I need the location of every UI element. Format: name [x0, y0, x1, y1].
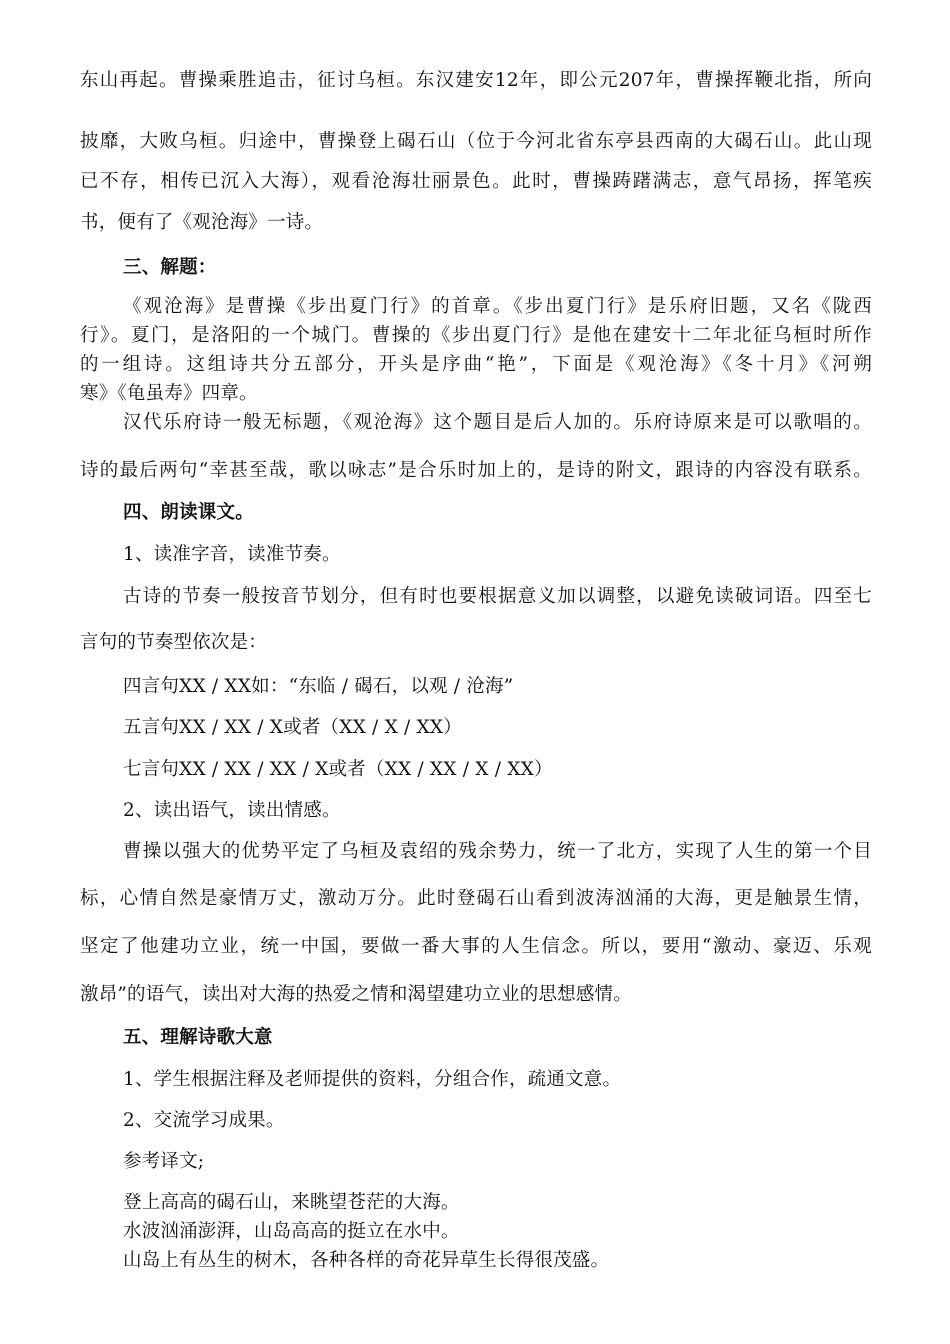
reference-label: 参考译文; [123, 1151, 205, 1172]
section-heading: 五、理解诗歌大意 [123, 1027, 273, 1048]
paragraph-line: 曹操以强大的优势平定了乌桓及袁绍的残余势力，统一了北方，实现了人生的第一个目 [123, 841, 872, 862]
paragraph-line: 坚定了他建功立业，统一中国，要做一番大事的人生信念。所以，要用“激动、豪迈、乐观 [80, 936, 872, 957]
paragraph-line: 古诗的节奏一般按音节划分，但有时也要根据意义加以调整，以避免读破词语。四至七 [123, 586, 872, 607]
paragraph-line: 《观沧海》是曹操《步出夏门行》的首章。《步出夏门行》是乐府旧题，又名《陇西 [123, 296, 872, 317]
paragraph-line: 披靡，大败乌桓。归途中，曹操登上碣石山（位于今河北省东亭县西南的大碣石山。此山现 [80, 131, 872, 152]
paragraph-line: 汉代乐府诗一般无标题，《观沧海》这个题目是后人加的。乐府诗原来是可以歌唱的。 [123, 412, 872, 433]
section-heading: 三、解题： [123, 257, 217, 278]
paragraph-line: 激昂”的语气，读出对大海的热爱之情和渴望建功立业的思想感情。 [80, 984, 632, 1005]
subheading: 2、读出语气，读出情感。 [123, 800, 341, 821]
translation-line: 山岛上有丛生的树木，各种各样的奇花异草生长得很茂盛。 [123, 1250, 610, 1271]
subheading: 1、读准字音，读准节奏。 [123, 544, 341, 565]
rhythm-line-5: 五言句XX / XX / X或者（XX / X / XX） [123, 717, 462, 738]
paragraph-line: 言句的节奏型依次是： [80, 632, 268, 653]
paragraph-line: 寒》《龟虽寿》四章。 [80, 383, 258, 404]
translation-line: 登上高高的碣石山，来眺望苍茫的大海。 [123, 1192, 460, 1213]
paragraph-line: 诗的最后两句“幸甚至哉，歌以咏志”是合乐时加上的，是诗的附文，跟诗的内容没有联系。 [80, 460, 872, 481]
paragraph-line: 行》。夏门，是洛阳的一个城门。曹操的《步出夏门行》是他在建安十二年北征乌桓时所作 [80, 325, 872, 346]
paragraph-line: 的一组诗。这组诗共分五部分，开头是序曲“艳”，下面是《观沧海》《冬十月》《河朔 [80, 354, 872, 375]
paragraph-line: 书，便有了《观沧海》一诗。 [80, 212, 324, 233]
paragraph-line: 标，心情自然是豪情万丈，激动万分。此时登碣石山看到波涛汹涌的大海，更是触景生情， [80, 888, 872, 909]
section-heading: 四、朗读课文。 [123, 502, 254, 523]
subheading: 2、交流学习成果。 [123, 1110, 285, 1131]
translation-line: 水波汹涌澎湃，山岛高高的挺立在水中。 [123, 1221, 460, 1242]
paragraph-line: 已不存，相传已沉入大海），观看沧海壮丽景色。此时，曹操踌躇满志，意气昂扬，挥笔疾 [80, 171, 872, 192]
rhythm-line-4: 四言句XX / XX如：“东临 / 碣石，以观 / 沧海” [123, 676, 514, 697]
rhythm-line-7: 七言句XX / XX / XX / X或者（XX / XX / X / XX） [123, 759, 553, 780]
paragraph-line: 东山再起。曹操乘胜追击，征讨乌桓。东汉建安12年，即公元207年，曹操挥鞭北指，所向 [80, 70, 872, 91]
subheading: 1、学生根据注释及老师提供的资料，分组合作，疏通文意。 [123, 1069, 622, 1090]
